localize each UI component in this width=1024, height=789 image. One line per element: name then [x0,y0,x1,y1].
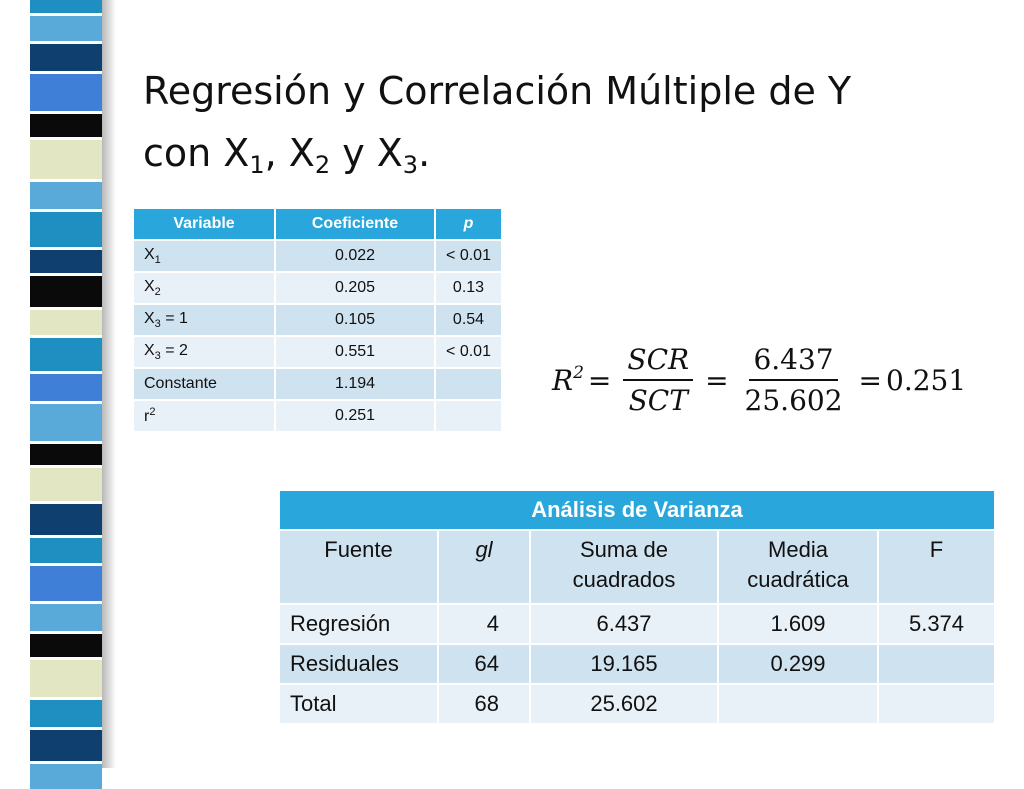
anova-row [279,604,995,644]
formula-equals: = [858,363,882,397]
strip-block [30,338,102,371]
var-base: Constante [144,375,217,392]
coef-header-p: p [435,208,502,240]
coef-row [133,272,502,304]
anova-header-gl: gl [438,530,530,604]
strip-shadow [102,0,116,768]
coef-header-coeficiente: Coeficiente [275,208,435,240]
coef-value-cell: 0.251 [275,400,435,432]
anova-header-suma: Suma de cuadrados [530,530,718,604]
formula-lhs-symbol: R [552,364,574,397]
anova-header-f: F [878,530,995,604]
var-suffix: = 1 [160,310,188,327]
strip-block [30,74,102,111]
strip-block [30,16,102,41]
strip-block [30,730,102,761]
var-base: X [144,278,155,295]
strip-block [30,468,102,501]
anova-f-cell [878,684,995,724]
coef-p-cell: < 0.01 [435,336,502,368]
formula-equals: = [705,363,729,397]
anova-fuente-cell: Residuales [279,644,438,684]
strip-block [30,250,102,273]
anova-suma-cell: 19.165 [530,644,718,684]
coef-row [133,336,502,368]
coefficients-table [132,207,503,433]
coef-row [133,304,502,336]
var-sub: 3 [154,318,161,330]
var-sub: 2 [154,286,161,298]
anova-caption: Análisis de Varianza [279,490,995,530]
var-base: X [144,310,155,327]
strip-block [30,140,102,179]
coef-p-cell: < 0.01 [435,240,502,272]
strip-block [30,374,102,401]
strip-block [30,44,102,71]
title-subscript-3: 3 [402,151,419,179]
slide-title [143,60,1003,196]
anova-media-cell: 0.299 [718,644,878,684]
formula-fraction-numeric [741,343,847,417]
strip-block [30,404,102,441]
strip-block [30,444,102,465]
var-sup: 2 [149,406,156,418]
formula-numerator-value: 6.437 [749,343,837,381]
coef-p-cell: 0.54 [435,304,502,336]
coef-variable-cell [133,304,275,336]
anova-media-cell [718,684,878,724]
coef-header-variable: Variable [133,208,275,240]
coef-p-cell: 0.13 [435,272,502,304]
coef-value-cell: 0.105 [275,304,435,336]
anova-row [279,644,995,684]
strip-block [30,538,102,563]
anova-gl-cell: 64 [438,644,530,684]
var-base: X [144,246,155,263]
anova-table [278,489,996,725]
title-subscript-1: 1 [249,151,265,179]
strip-block [30,212,102,247]
coef-value-cell: 0.551 [275,336,435,368]
anova-f-cell [878,644,995,684]
anova-suma-cell: 6.437 [530,604,718,644]
coef-header-row [133,208,502,240]
formula-numerator-scr: SCR [623,343,693,381]
coef-p-cell [435,400,502,432]
anova-fuente-cell: Regresión [279,604,438,644]
coef-variable-cell [133,240,275,272]
formula-fraction-symbolic [623,343,693,417]
anova-suma-cell: 25.602 [530,684,718,724]
strip-block [30,700,102,727]
coef-variable-cell [133,336,275,368]
anova-caption-row [279,490,995,530]
var-sub: 3 [154,350,161,362]
coef-variable-cell [133,400,275,432]
anova-header-media: Media cuadrática [718,530,878,604]
title-separator-2: y X [330,131,403,175]
var-base: r [144,408,150,425]
strip-block [30,660,102,697]
coef-row [133,400,502,432]
formula-equals: = [587,363,612,397]
coef-variable-cell [133,368,275,400]
strip-block [30,504,102,535]
anova-gl-cell: 68 [438,684,530,724]
anova-fuente-cell: Total [279,684,438,724]
anova-gl-cell: 4 [438,604,530,644]
coef-variable-cell [133,272,275,304]
var-sub: 1 [154,254,161,266]
anova-header-row [279,530,995,604]
title-line2-start: con X [143,131,250,175]
strip-block [30,182,102,209]
coef-value-cell: 1.194 [275,368,435,400]
title-separator-1: , X [264,131,315,175]
strip-block [30,634,102,657]
formula-lhs-exponent: 2 [573,363,584,383]
title-line1: Regresión y Correlación Múltiple de Y [143,69,852,113]
coef-value-cell: 0.022 [275,240,435,272]
formula-denominator-sct: SCT [628,384,688,417]
var-base: X [144,342,155,359]
var-suffix: = 2 [160,342,188,359]
title-end: . [418,131,431,175]
coef-p-cell [435,368,502,400]
formula-lhs [552,363,584,397]
strip-block [30,604,102,631]
decorative-strip [30,0,102,768]
anova-f-cell: 5.374 [878,604,995,644]
strip-block [30,114,102,137]
strip-block [30,566,102,601]
anova-media-cell: 1.609 [718,604,878,644]
anova-header-fuente: Fuente [279,530,438,604]
r-squared-formula [552,338,966,422]
formula-result: 0.251 [886,363,967,397]
strip-block [30,0,102,13]
coef-row [133,368,502,400]
formula-denominator-value: 25.602 [744,384,843,417]
title-subscript-2: 2 [314,151,331,179]
strip-block [30,276,102,307]
coef-value-cell: 0.205 [275,272,435,304]
anova-row [279,684,995,724]
strip-block [30,310,102,335]
coef-row [133,240,502,272]
